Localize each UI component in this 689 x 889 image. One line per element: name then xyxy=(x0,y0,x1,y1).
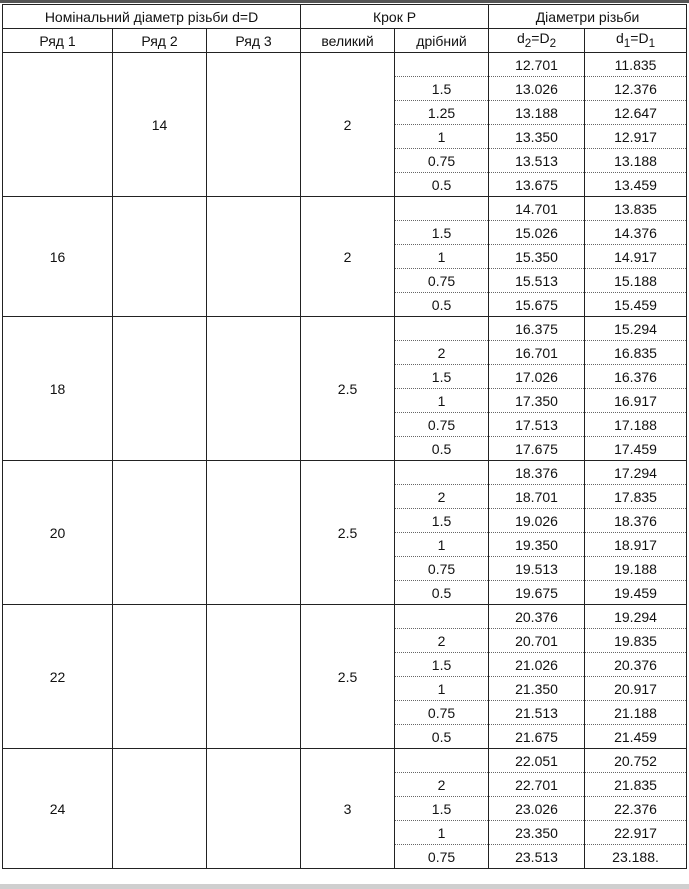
pitch-diameter-cell: 19.675 xyxy=(489,581,585,605)
pitch-diameter-cell: 23.026 xyxy=(489,797,585,821)
pitch-diameter-cell: 15.675 xyxy=(489,293,585,317)
header-pitch: Крок P xyxy=(301,5,489,29)
pitch-diameter-cell: 21.513 xyxy=(489,701,585,725)
series-1-cell: 20 xyxy=(3,461,113,605)
table-row xyxy=(3,53,687,77)
fine-pitch-cell: 2 xyxy=(395,629,489,653)
series-2-cell xyxy=(113,461,207,605)
minor-diameter-cell: 11.835 xyxy=(585,53,687,77)
minor-diameter-cell: 13.835 xyxy=(585,197,687,221)
fine-pitch-cell: 0.5 xyxy=(395,293,489,317)
d1-equals: =D xyxy=(630,29,649,46)
series-1-cell: 16 xyxy=(3,197,113,317)
minor-diameter-cell: 16.376 xyxy=(585,365,687,389)
d2-symbol: d xyxy=(517,29,525,46)
fine-pitch-cell: 1.5 xyxy=(395,653,489,677)
d2-subscript-2: 2 xyxy=(549,36,557,50)
series-1-cell: 22 xyxy=(3,605,113,749)
minor-diameter-cell: 17.459 xyxy=(585,437,687,461)
pitch-diameter-cell: 22.051 xyxy=(489,749,585,773)
minor-diameter-cell: 13.459 xyxy=(585,173,687,197)
fine-pitch-cell: 1.5 xyxy=(395,221,489,245)
fine-pitch-cell xyxy=(395,605,489,629)
top-edge-rule xyxy=(0,0,689,3)
fine-pitch-cell: 1 xyxy=(395,389,489,413)
pitch-diameter-cell: 16.375 xyxy=(489,317,585,341)
series-3-cell xyxy=(207,53,301,197)
pitch-diameter-cell: 15.026 xyxy=(489,221,585,245)
series-2-cell xyxy=(113,317,207,461)
table-row xyxy=(3,317,687,341)
fine-pitch-cell: 0.5 xyxy=(395,173,489,197)
minor-diameter-cell: 15.459 xyxy=(585,293,687,317)
fine-pitch-cell: 2 xyxy=(395,341,489,365)
series-3-cell xyxy=(207,317,301,461)
minor-diameter-cell: 12.376 xyxy=(585,77,687,101)
fine-pitch-cell: 0.75 xyxy=(395,269,489,293)
header-nominal-diameter: Номінальний діаметр різьби d=D xyxy=(3,5,301,29)
table-row xyxy=(3,605,687,629)
pitch-diameter-cell: 20.376 xyxy=(489,605,585,629)
minor-diameter-cell: 19.835 xyxy=(585,629,687,653)
pitch-diameter-cell: 17.026 xyxy=(489,365,585,389)
bottom-edge-rule xyxy=(0,884,689,889)
fine-pitch-cell xyxy=(395,53,489,77)
minor-diameter-cell: 19.188 xyxy=(585,557,687,581)
pitch-diameter-cell: 17.513 xyxy=(489,413,585,437)
series-1-cell: 18 xyxy=(3,317,113,461)
pitch-diameter-cell: 16.701 xyxy=(489,341,585,365)
minor-diameter-cell: 16.917 xyxy=(585,389,687,413)
table-row xyxy=(3,749,687,773)
coarse-pitch-cell: 2.5 xyxy=(301,461,395,605)
minor-diameter-cell: 21.835 xyxy=(585,773,687,797)
series-1-cell xyxy=(3,53,113,197)
pitch-diameter-cell: 21.026 xyxy=(489,653,585,677)
pitch-diameter-cell: 18.376 xyxy=(489,461,585,485)
minor-diameter-cell: 18.376 xyxy=(585,509,687,533)
minor-diameter-cell: 17.188 xyxy=(585,413,687,437)
pitch-diameter-cell: 18.701 xyxy=(489,485,585,509)
header-row-columns xyxy=(3,29,687,53)
series-3-cell xyxy=(207,749,301,869)
fine-pitch-cell: 0.75 xyxy=(395,149,489,173)
header-series-1: Ряд 1 xyxy=(3,29,113,53)
pitch-diameter-cell: 13.675 xyxy=(489,173,585,197)
header-thread-diameters: Діаметри різьби xyxy=(489,5,687,29)
d1-symbol: d xyxy=(616,29,624,46)
fine-pitch-cell: 1 xyxy=(395,821,489,845)
minor-diameter-cell: 12.647 xyxy=(585,101,687,125)
minor-diameter-cell: 18.917 xyxy=(585,533,687,557)
series-3-cell xyxy=(207,605,301,749)
series-2-cell xyxy=(113,749,207,869)
minor-diameter-cell: 16.835 xyxy=(585,341,687,365)
pitch-diameter-cell: 13.026 xyxy=(489,77,585,101)
d1-subscript-2: 1 xyxy=(648,36,656,50)
pitch-diameter-cell: 17.675 xyxy=(489,437,585,461)
pitch-diameter-cell: 19.350 xyxy=(489,533,585,557)
pitch-diameter-cell: 22.701 xyxy=(489,773,585,797)
fine-pitch-cell xyxy=(395,749,489,773)
minor-diameter-cell: 14.917 xyxy=(585,245,687,269)
pitch-diameter-cell: 21.350 xyxy=(489,677,585,701)
coarse-pitch-cell: 2.5 xyxy=(301,605,395,749)
minor-diameter-cell: 20.917 xyxy=(585,677,687,701)
header-row-groups xyxy=(3,5,687,29)
header-series-2: Ряд 2 xyxy=(113,29,207,53)
pitch-diameter-cell: 17.350 xyxy=(489,389,585,413)
minor-diameter-cell: 21.459 xyxy=(585,725,687,749)
fine-pitch-cell: 1 xyxy=(395,245,489,269)
pitch-diameter-cell: 13.188 xyxy=(489,101,585,125)
fine-pitch-cell xyxy=(395,317,489,341)
table-body xyxy=(3,53,687,869)
minor-diameter-cell: 12.917 xyxy=(585,125,687,149)
fine-pitch-cell: 0.75 xyxy=(395,413,489,437)
fine-pitch-cell: 2 xyxy=(395,485,489,509)
pitch-diameter-cell: 23.350 xyxy=(489,821,585,845)
series-3-cell xyxy=(207,197,301,317)
minor-diameter-cell: 23.188. xyxy=(585,845,687,869)
fine-pitch-cell: 0.5 xyxy=(395,725,489,749)
pitch-diameter-cell: 12.701 xyxy=(489,53,585,77)
fine-pitch-cell: 1.5 xyxy=(395,797,489,821)
pitch-diameter-cell: 15.513 xyxy=(489,269,585,293)
coarse-pitch-cell: 3 xyxy=(301,749,395,869)
fine-pitch-cell: 2 xyxy=(395,773,489,797)
pitch-diameter-cell: 13.513 xyxy=(489,149,585,173)
fine-pitch-cell: 0.5 xyxy=(395,437,489,461)
series-2-cell xyxy=(113,605,207,749)
d2-equals: =D xyxy=(531,29,550,46)
series-1-cell: 24 xyxy=(3,749,113,869)
minor-diameter-cell: 20.376 xyxy=(585,653,687,677)
fine-pitch-cell: 1.5 xyxy=(395,77,489,101)
fine-pitch-cell xyxy=(395,461,489,485)
pitch-diameter-cell: 23.513 xyxy=(489,845,585,869)
pitch-diameter-cell: 13.350 xyxy=(489,125,585,149)
pitch-diameter-cell: 19.026 xyxy=(489,509,585,533)
fine-pitch-cell: 1.5 xyxy=(395,365,489,389)
series-3-cell xyxy=(207,461,301,605)
coarse-pitch-cell: 2.5 xyxy=(301,317,395,461)
minor-diameter-cell: 19.294 xyxy=(585,605,687,629)
minor-diameter-cell: 17.835 xyxy=(585,485,687,509)
fine-pitch-cell: 1 xyxy=(395,533,489,557)
d2-subscript: 2 xyxy=(524,36,532,50)
table-row xyxy=(3,197,687,221)
pitch-diameter-cell: 15.350 xyxy=(489,245,585,269)
minor-diameter-cell: 19.459 xyxy=(585,581,687,605)
minor-diameter-cell: 21.188 xyxy=(585,701,687,725)
series-2-cell: 14 xyxy=(113,53,207,197)
minor-diameter-cell: 13.188 xyxy=(585,149,687,173)
header-coarse-pitch: великий xyxy=(301,29,395,53)
fine-pitch-cell: 1 xyxy=(395,677,489,701)
header-fine-pitch: дрібний xyxy=(395,29,489,53)
header-series-3: Ряд 3 xyxy=(207,29,301,53)
d1-subscript: 1 xyxy=(623,36,631,50)
fine-pitch-cell: 0.75 xyxy=(395,701,489,725)
minor-diameter-cell: 17.294 xyxy=(585,461,687,485)
pitch-diameter-cell: 19.513 xyxy=(489,557,585,581)
minor-diameter-cell: 15.188 xyxy=(585,269,687,293)
fine-pitch-cell: 0.75 xyxy=(395,557,489,581)
thread-diameter-table xyxy=(2,4,687,869)
fine-pitch-cell: 1 xyxy=(395,125,489,149)
minor-diameter-cell: 20.752 xyxy=(585,749,687,773)
pitch-diameter-cell: 14.701 xyxy=(489,197,585,221)
minor-diameter-cell: 14.376 xyxy=(585,221,687,245)
minor-diameter-cell: 15.294 xyxy=(585,317,687,341)
coarse-pitch-cell: 2 xyxy=(301,53,395,197)
coarse-pitch-cell: 2 xyxy=(301,197,395,317)
table-row xyxy=(3,461,687,485)
fine-pitch-cell: 1.25 xyxy=(395,101,489,125)
minor-diameter-cell: 22.376 xyxy=(585,797,687,821)
minor-diameter-cell: 22.917 xyxy=(585,821,687,845)
header-pitch-diameter xyxy=(489,29,585,53)
pitch-diameter-cell: 20.701 xyxy=(489,629,585,653)
fine-pitch-cell: 0.75 xyxy=(395,845,489,869)
header-minor-diameter xyxy=(585,29,687,53)
series-2-cell xyxy=(113,197,207,317)
pitch-diameter-cell: 21.675 xyxy=(489,725,585,749)
fine-pitch-cell: 0.5 xyxy=(395,581,489,605)
fine-pitch-cell xyxy=(395,197,489,221)
table-header xyxy=(3,5,687,53)
fine-pitch-cell: 1.5 xyxy=(395,509,489,533)
